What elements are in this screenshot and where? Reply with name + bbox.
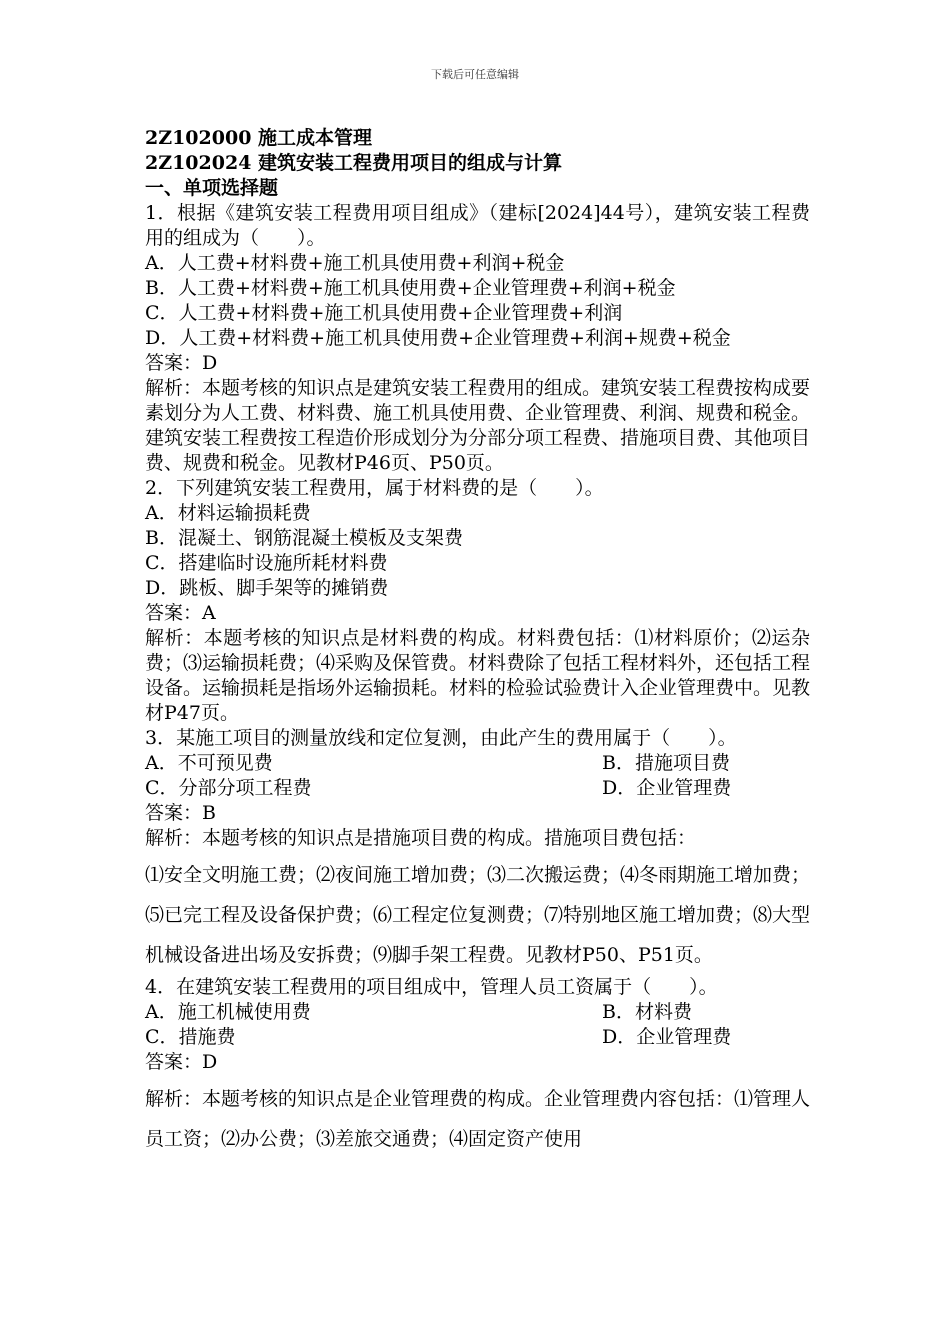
options-row bbox=[145, 751, 810, 776]
question-3 bbox=[145, 726, 810, 975]
analysis-continued: ⑴安全文明施工费；⑵夜间施工增加费；⑶二次搬运费；⑷冬雨期施工增加费；⑸已完工程及设备保护费；⑹工程定位复测费；⑺特别地区施工增加费；⑻大型机械设备进出场及安拆费；⑼脚手架工程费。见教材P50、P51页。 bbox=[145, 864, 811, 966]
option-c: C．措施费 bbox=[145, 1026, 236, 1048]
answer: 答案：D bbox=[145, 1051, 218, 1073]
answer: 答案：B bbox=[145, 802, 216, 824]
question-stem: 4．在建筑安装工程费用的项目组成中，管理人员工资属于（ ）。 bbox=[145, 976, 718, 998]
option-a: A．材料运输损耗费 bbox=[145, 502, 311, 524]
chapter-heading: 2Z102000 施工成本管理 bbox=[145, 127, 373, 149]
options-row bbox=[145, 1000, 810, 1025]
question-stem: 3．某施工项目的测量放线和定位复测，由此产生的费用属于（ ）。 bbox=[145, 727, 737, 749]
option-c: C．搭建临时设施所耗材料费 bbox=[145, 552, 388, 574]
question-stem: 1．根据《建筑安装工程费用项目组成》（建标[2024]44号），建筑安装工程费用的组成为（ ）。 bbox=[145, 202, 810, 249]
analysis: 解析：本题考核的知识点是企业管理费的构成。企业管理费内容包括：⑴管理人员工资；⑵办公费；⑶差旅交通费；⑷固定资产使用 bbox=[145, 1088, 811, 1150]
question-stem: 2．下列建筑安装工程费用，属于材料费的是（ ）。 bbox=[145, 477, 604, 499]
analysis: 解析：本题考核的知识点是材料费的构成。材料费包括：⑴材料原价；⑵运杂费；⑶运输损耗费；⑷采购及保管费。材料费除了包括工程材料外，还包括工程设备。运输损耗是指场外运输损耗。材料的检验试验费计入企业管理费中。见教材P47页。 bbox=[145, 627, 811, 724]
document-body bbox=[145, 126, 810, 1159]
section-heading: 2Z102024 建筑安装工程费用项目的组成与计算 bbox=[145, 152, 563, 174]
answer: 答案：A bbox=[145, 602, 216, 624]
option-a: A．施工机械使用费 bbox=[145, 1001, 311, 1023]
option-d: D．跳板、脚手架等的摊销费 bbox=[145, 577, 389, 599]
page-header-note: 下载后可任意编辑 bbox=[431, 68, 519, 81]
answer: 答案：D bbox=[145, 352, 218, 374]
question-2 bbox=[145, 476, 810, 726]
option-c: C．人工费+材料费+施工机具使用费+企业管理费+利润 bbox=[145, 302, 623, 324]
option-d: D．人工费+材料费+施工机具使用费+企业管理费+利润+规费+税金 bbox=[145, 327, 731, 349]
option-b: B．人工费+材料费+施工机具使用费+企业管理费+利润+税金 bbox=[145, 277, 676, 299]
option-c: C．分部分项工程费 bbox=[145, 777, 312, 799]
question-4 bbox=[145, 975, 810, 1159]
option-d: D．企业管理费 bbox=[602, 777, 732, 799]
options-row bbox=[145, 1025, 810, 1050]
option-a: A．不可预见费 bbox=[145, 752, 273, 774]
analysis: 解析：本题考核的知识点是措施项目费的构成。措施项目费包括： bbox=[145, 827, 697, 849]
option-d: D．企业管理费 bbox=[602, 1026, 732, 1048]
option-a: A．人工费+材料费+施工机具使用费+利润+税金 bbox=[145, 252, 565, 274]
option-b: B．材料费 bbox=[602, 1001, 692, 1023]
option-b: B．混凝土、钢筋混凝土模板及支架费 bbox=[145, 527, 463, 549]
analysis: 解析：本题考核的知识点是建筑安装工程费用的组成。建筑安装工程费按构成要素划分为人工费、材料费、施工机具使用费、企业管理费、利润、规费和税金。建筑安装工程费按工程造价形成划分为分部分项工程费、措施项目费、其他项目费、规费和税金。见教材P46页、P50页。 bbox=[145, 377, 811, 474]
question-1 bbox=[145, 201, 810, 476]
question-type-heading: 一、单项选择题 bbox=[145, 177, 279, 199]
options-row bbox=[145, 776, 810, 801]
option-b: B．措施项目费 bbox=[602, 752, 730, 774]
